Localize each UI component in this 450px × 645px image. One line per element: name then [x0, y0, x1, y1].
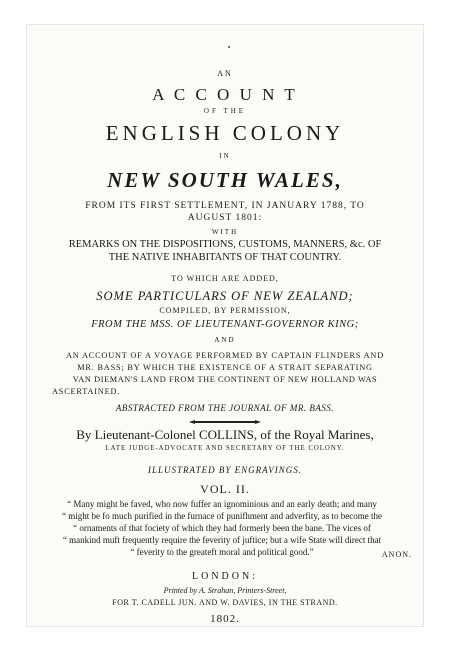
quote-line-2: “ might be fo much purified in the furnace of punifhment and adverfity, as to become the — [61, 511, 383, 521]
title-account: A C C O U N T — [152, 85, 298, 104]
imprint-printer: Printed by A. Strahan, Printers-Street, — [163, 586, 287, 595]
author-position: LATE JUDGE-ADVOCATE AND SECRETARY OF THE COLONY. — [105, 445, 345, 452]
voyage-line-2: MR. BASS; BY WHICH THE EXISTENCE OF A STRAIT SEPARATING — [77, 363, 373, 372]
particulars-new-zealand: SOME PARTICULARS OF NEW ZEALAND; — [96, 289, 354, 303]
settlement-line-1: FROM ITS FIRST SETTLEMENT, IN JANUARY 1788, TO — [85, 201, 365, 211]
imprint-publisher: FOR T. CADELL JUN. AND W. DAVIES, IN THE STRAND. — [112, 598, 338, 607]
imprint-city: LONDON: — [192, 571, 258, 582]
added-label: TO WHICH ARE ADDED, — [171, 274, 279, 283]
quote-line-3: “ ornaments of that fociety of which they had formerly been the bane. The vices of — [73, 523, 371, 533]
voyage-line-4: ASCERTAINED. — [52, 387, 121, 396]
settlement-line-2: AUGUST 1801: — [187, 213, 263, 223]
title-an: AN — [217, 69, 233, 78]
abstracted-bass-line: ABSTRACTED FROM THE JOURNAL OF MR. BASS. — [115, 403, 335, 413]
imprint-year: 1802. — [210, 613, 240, 625]
title-english-colony: ENGLISH COLONY — [105, 121, 345, 145]
speck-mark — [228, 46, 230, 48]
quote-attribution: ANON. — [381, 550, 412, 559]
quote-line-1: “ Many might be faved, who now fuffer an ignominious and an early death; and many — [67, 499, 377, 509]
title-new-south-wales: NEW SOUTH WALES, — [107, 168, 343, 192]
with-label: WITH — [211, 228, 239, 236]
ornamental-rule — [195, 421, 255, 423]
remarks-line-2: THE NATIVE INHABITANTS OF THAT COUNTRY. — [108, 252, 342, 263]
title-of-the: OF THE — [203, 107, 247, 115]
remarks-line-1: REMARKS ON THE DISPOSITIONS, CUSTOMS, MANNERS, &c. OF — [68, 239, 382, 250]
volume-label: VOL. II. — [200, 482, 250, 496]
mss-king-line: FROM THE MSS. OF LIEUTENANT-GOVERNOR KING; — [91, 319, 359, 330]
voyage-line-1: AN ACCOUNT OF A VOYAGE PERFORMED BY CAPTAIN FLINDERS AND — [65, 351, 385, 360]
title-in: IN — [219, 152, 231, 160]
voyage-line-3: VAN DIEMAN'S LAND FROM THE CONTINENT OF NEW HOLLAND WAS — [72, 375, 378, 384]
quote-line-5: “ feverity to the greateft moral and political good.” — [130, 547, 314, 557]
quote-line-4: “ mankind muft frequently require the feverity of juftice; but a wife State will direct that — [62, 535, 382, 545]
illustrated-line: ILLUSTRATED BY ENGRAVINGS. — [148, 465, 302, 475]
compiled-label: COMPILED, BY PERMISSION, — [159, 306, 291, 315]
author-byline: By Lieutenant-Colonel COLLINS, of the Royal Marines, — [76, 427, 374, 442]
and-label: AND — [214, 336, 236, 344]
